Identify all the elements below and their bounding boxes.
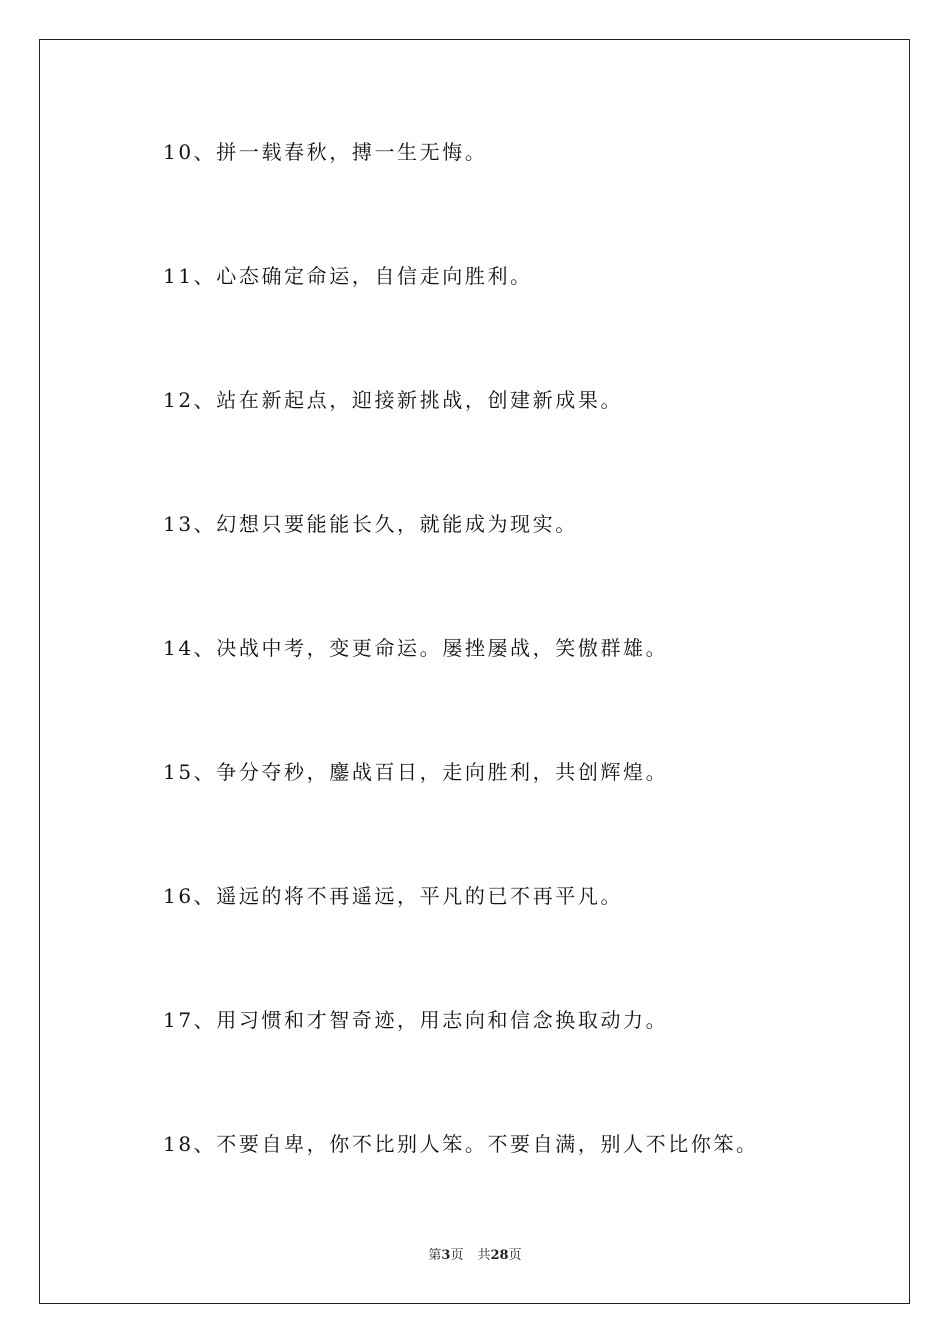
list-item: 15、争分夺秒，鏖战百日，走向胜利，共创辉煌。 (163, 760, 669, 784)
list-item: 13、幻想只要能能长久，就能成为现实。 (163, 512, 578, 536)
list-item: 18、不要自卑，你不比别人笨。不要自满，别人不比你笨。 (163, 1132, 759, 1156)
total-pages: 28 (490, 1248, 509, 1263)
page-number: 3 (441, 1248, 451, 1263)
list-item: 17、用习惯和才智奇迹，用志向和信念换取动力。 (163, 1008, 669, 1032)
list-item: 12、站在新起点，迎接新挑战，创建新成果。 (163, 388, 624, 412)
list-item: 11、心态确定命运，自信走向胜利。 (163, 264, 533, 288)
page-suffix: 页 (450, 1248, 464, 1263)
list-item: 16、遥远的将不再遥远，平凡的已不再平凡。 (163, 884, 624, 908)
entry-list (163, 135, 863, 1251)
total-suffix: 页 (508, 1248, 522, 1263)
page-prefix: 第 (428, 1248, 442, 1263)
list-item: 10、拼一载春秋，搏一生无悔。 (163, 140, 488, 164)
page-footer (0, 1247, 950, 1265)
list-item: 14、决战中考，变更命运。屡挫屡战，笑傲群雄。 (163, 636, 669, 660)
total-prefix: 共 (477, 1248, 491, 1263)
